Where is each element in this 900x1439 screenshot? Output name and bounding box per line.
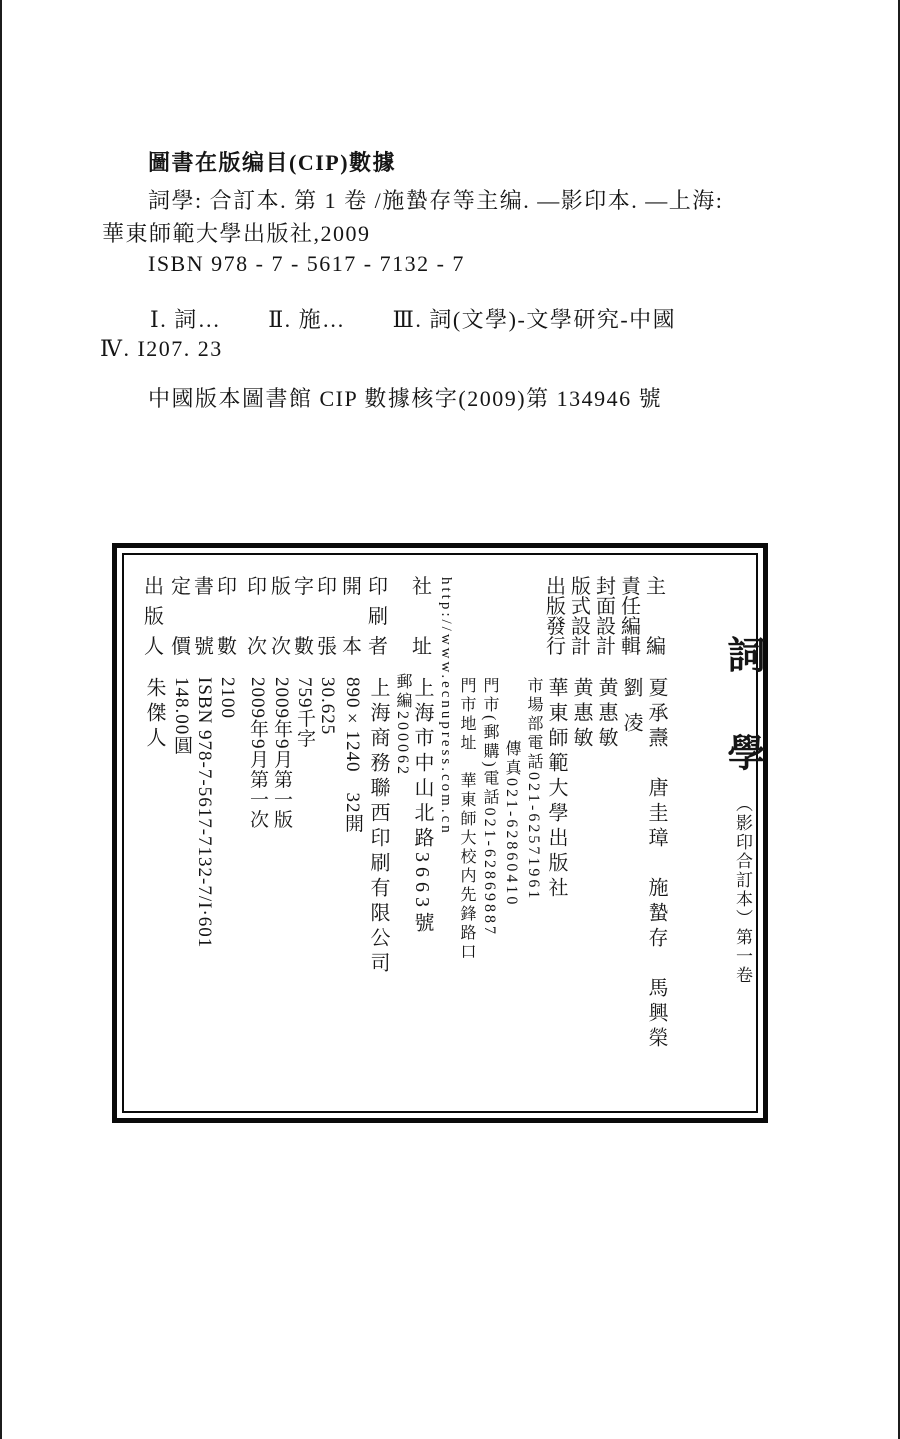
format-column — [340, 577, 364, 834]
colophon-box — [112, 543, 768, 1123]
store-phone-column — [480, 677, 499, 937]
printer-label: 印 刷 者 — [368, 576, 388, 658]
publisher-label: 出 版 發 行 — [546, 576, 566, 658]
chief-editors-names: 夏承燾 唐圭璋 施蟄存 馬興榮 — [645, 677, 667, 1052]
edition-value: 2009年9月第一版 — [271, 677, 292, 830]
scan-edge-left — [0, 0, 2, 1439]
cip-publisher-line: 華東師範大學出版社,2009 — [102, 221, 371, 246]
responsible-editor-name: 劉 凌 — [620, 677, 642, 737]
book-title-column — [721, 635, 763, 985]
publisher-name: 華東師範大學出版社 — [545, 677, 567, 902]
cover-design-column — [594, 577, 618, 752]
print-run-label: 印 數 — [217, 576, 237, 658]
book-title — [721, 635, 763, 985]
printer-column — [366, 577, 390, 977]
price-label: 定 價 — [171, 576, 191, 658]
cover-design-name: 黄惠敏 — [595, 677, 617, 752]
cip-title-line: 詞學: 合訂本. 第 1 卷 /施蟄存等主编. —影印本. —上海: — [148, 188, 724, 213]
responsible-editor-column — [619, 577, 643, 737]
publishing-director-label: 出 版 人 — [144, 576, 164, 658]
word-count-label: 字 數 — [294, 576, 314, 658]
chief-editors-column — [644, 577, 668, 1052]
postcode: 郵編200062 — [394, 673, 411, 777]
edition-column — [269, 577, 293, 830]
store-address-column — [457, 677, 476, 962]
office-address-column — [410, 577, 434, 937]
chief-editors-label: 主 編 — [646, 576, 666, 658]
publishing-director-column — [142, 577, 166, 752]
edition-label: 版 次 — [271, 576, 291, 658]
title-char-1: 詞 — [721, 635, 763, 673]
office-address: 上海市中山北路3663號 — [411, 677, 433, 937]
sheets-value: 30.625 — [317, 677, 338, 736]
fax-number: 傳真021-62860410 — [503, 740, 520, 908]
fax-column — [502, 740, 521, 907]
sheets-label: 印 張 — [317, 576, 337, 658]
printing-column — [245, 577, 269, 830]
colophon-box-inner — [122, 553, 763, 1113]
book-number-label: 書 號 — [194, 576, 214, 658]
cip-classification-line-1: Ⅰ. 詞… Ⅱ. 施… Ⅲ. 詞(文學)-文學研究-中國 — [150, 307, 677, 332]
store-address: 門市地址 華東師大校内先鋒路口 — [458, 677, 475, 962]
title-char-2: 學 — [721, 733, 763, 771]
store-phone: 門市(郵購)電話021-62869887 — [481, 677, 498, 937]
book-number-value: ISBN 978-7-5617-7132-7/I·601 — [194, 677, 215, 949]
format-label: 開 本 — [342, 576, 362, 658]
cip-heading: 圖書在版编目(CIP)數據 — [148, 150, 397, 175]
cover-design-label: 封 面 設 計 — [596, 576, 616, 658]
marketing-phone-column — [524, 677, 543, 901]
cip-isbn-line: ISBN 978 - 7 - 5617 - 7132 - 7 — [148, 251, 465, 276]
marketing-phone: 市場部電話021-62571961 — [525, 677, 542, 902]
printer-name: 上海商務聯西印刷有限公司 — [367, 677, 389, 977]
website-column — [437, 577, 455, 836]
word-count-value: 759千字 — [294, 677, 315, 749]
layout-design-column — [569, 577, 593, 752]
responsible-editor-label: 責 任 編 輯 — [621, 576, 641, 658]
title-subtitle: （影印合訂本）第一卷 — [733, 795, 752, 985]
price-value: 148.00圓 — [171, 677, 192, 756]
publisher-column — [544, 577, 568, 902]
price-column — [169, 577, 193, 755]
sheets-column — [315, 577, 339, 735]
layout-design-label: 版 式 設 計 — [571, 576, 591, 658]
print-run-value: 2100 — [217, 677, 238, 719]
word-count-column — [292, 577, 316, 749]
website-url: http://www.ecnupress.com.cn — [438, 577, 454, 836]
printing-label: 印 次 — [247, 576, 267, 658]
layout-design-name: 黄惠敏 — [570, 677, 592, 752]
cip-record-number-line: 中國版本圖書館 CIP 數據核字(2009)第 134946 號 — [148, 386, 663, 411]
book-number-column — [192, 577, 216, 948]
postcode-column — [393, 673, 412, 777]
cip-classification-line-2: Ⅳ. I207. 23 — [100, 336, 223, 361]
office-address-label: 社 址 — [412, 576, 432, 658]
print-run-column — [215, 577, 239, 719]
format-value: 890×1240 32開 — [342, 677, 363, 834]
printing-value: 2009年9月第一次 — [247, 677, 268, 830]
publishing-director-name: 朱傑人 — [143, 677, 165, 752]
